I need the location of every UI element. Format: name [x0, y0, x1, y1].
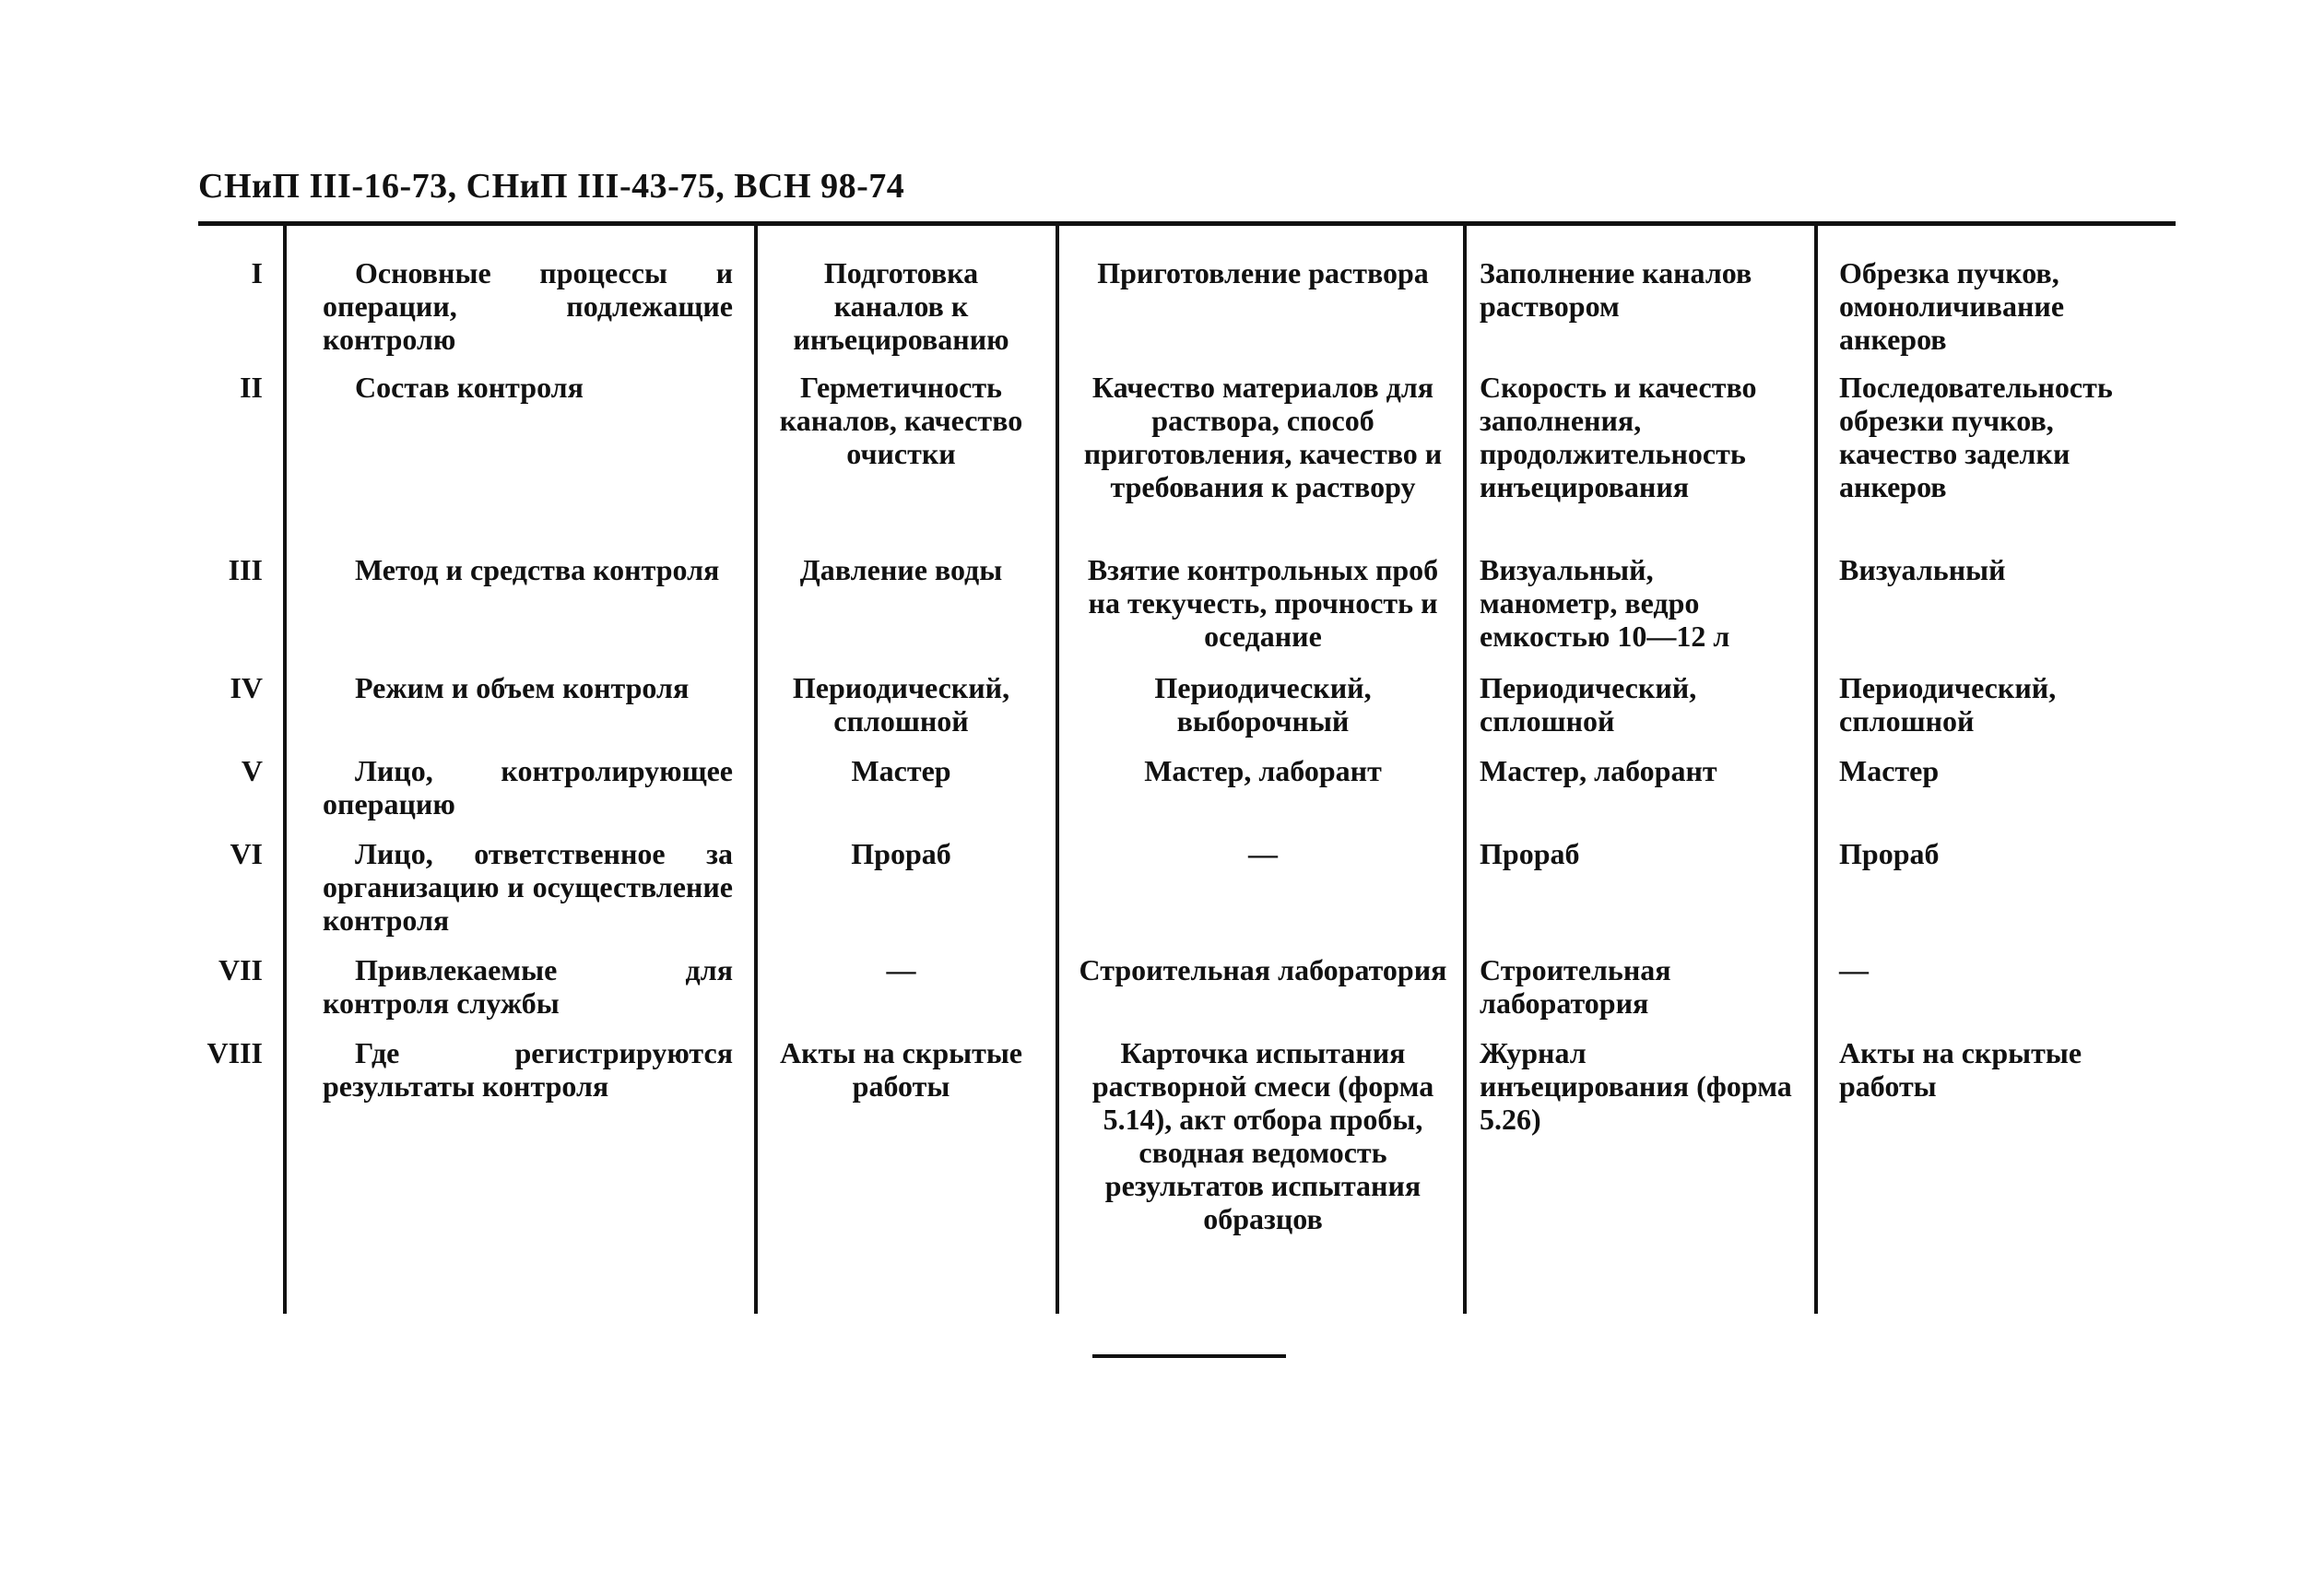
table-cell: Где регистрируются результаты контроля [323, 1036, 733, 1103]
table-cell: Качество материалов для раствора, способ приготовления, качество и требования к раствору [1083, 371, 1443, 503]
table-cell: Периодический, выборочный [1154, 671, 1372, 738]
table-cell: Акты на скрытые работы [779, 1036, 1022, 1103]
row-number: II [240, 371, 263, 404]
column-divider [283, 226, 287, 1314]
table-cell: — [886, 953, 916, 986]
table-cell: Прораб [1480, 837, 1580, 870]
end-rule [1092, 1354, 1286, 1358]
table-cell: — [1248, 837, 1278, 870]
table-cell: Строительная лаборатория [1480, 953, 1671, 1020]
row-number: IV [230, 671, 263, 704]
table-cell: Обрезка пучков, омоноличивание анкеров [1839, 256, 2065, 356]
table-cell: Приготовление раствора [1097, 256, 1429, 289]
table-cell: Периодический, сплошной [1839, 671, 2057, 738]
table-cell: Заполнение каналов раствором [1480, 256, 1752, 323]
table-cell: Строительная лаборатория [1079, 953, 1447, 986]
row-number: VI [230, 837, 263, 870]
column-divider [1814, 226, 1818, 1314]
table-cell: Периодический, сплошной [792, 671, 1010, 738]
table-cell: Журнал инъецирования (форма 5.26) [1480, 1036, 1792, 1136]
table-cell: Мастер, лаборант [1144, 754, 1382, 787]
row-number: VIII [206, 1036, 263, 1069]
table-cell: Периодический, сплошной [1480, 671, 1697, 738]
table-cell: Прораб [851, 837, 951, 870]
table-cell: Карточка испытания растворной смеси (форма 5.14), акт отбора пробы, сводная ведомость результатов испытания образцов [1091, 1036, 1434, 1235]
row-number: I [251, 256, 263, 289]
table-cell: Последовательность обрезки пучков, качество заделки анкеров [1839, 371, 2113, 503]
row-number: III [228, 553, 263, 586]
table-cell: Скорость и качество заполнения, продолжительность инъецирования [1480, 371, 1757, 503]
row-number: V [241, 754, 263, 787]
table-cell: — [1839, 953, 1869, 986]
table-cell: Режим и объем контроля [355, 671, 690, 704]
column-divider [1463, 226, 1467, 1314]
table-cell: Состав контроля [355, 371, 584, 404]
table-cell: Прораб [1839, 837, 1940, 870]
table-cell: Визуальный, манометр, ведро емкостью 10—12 л [1480, 553, 1730, 653]
table-cell: Взятие контрольных проб на текучесть, прочность и оседание [1087, 553, 1439, 653]
table-cell: Мастер [851, 754, 951, 787]
table-cell: Лицо, ответственное за организацию и осуществление контроля [323, 837, 733, 937]
table-cell: Основные процессы и операции, подлежащие контролю [323, 256, 733, 356]
table-cell: Мастер, лаборант [1480, 754, 1717, 787]
table-cell: Метод и средства контроля [355, 553, 720, 586]
table-cell: Привлекаемые для контроля службы [323, 953, 733, 1020]
column-divider [1056, 226, 1059, 1314]
column-divider [754, 226, 758, 1314]
table-cell: Герметичность каналов, качество очистки [779, 371, 1023, 470]
table-cell: Мастер [1839, 754, 1940, 787]
document-header: СНиП III-16-73, СНиП III-43-75, ВСН 98-74 [198, 167, 905, 206]
top-rule [198, 221, 2176, 226]
table-cell: Подготовка каналов к инъецированию [793, 256, 1009, 356]
table-cell: Визуальный [1839, 553, 2006, 586]
table-cell: Акты на скрытые работы [1839, 1036, 2082, 1103]
table-cell: Лицо, контролирующее операцию [323, 754, 733, 821]
row-number: VII [218, 953, 263, 986]
table-cell: Давление воды [799, 553, 1003, 586]
